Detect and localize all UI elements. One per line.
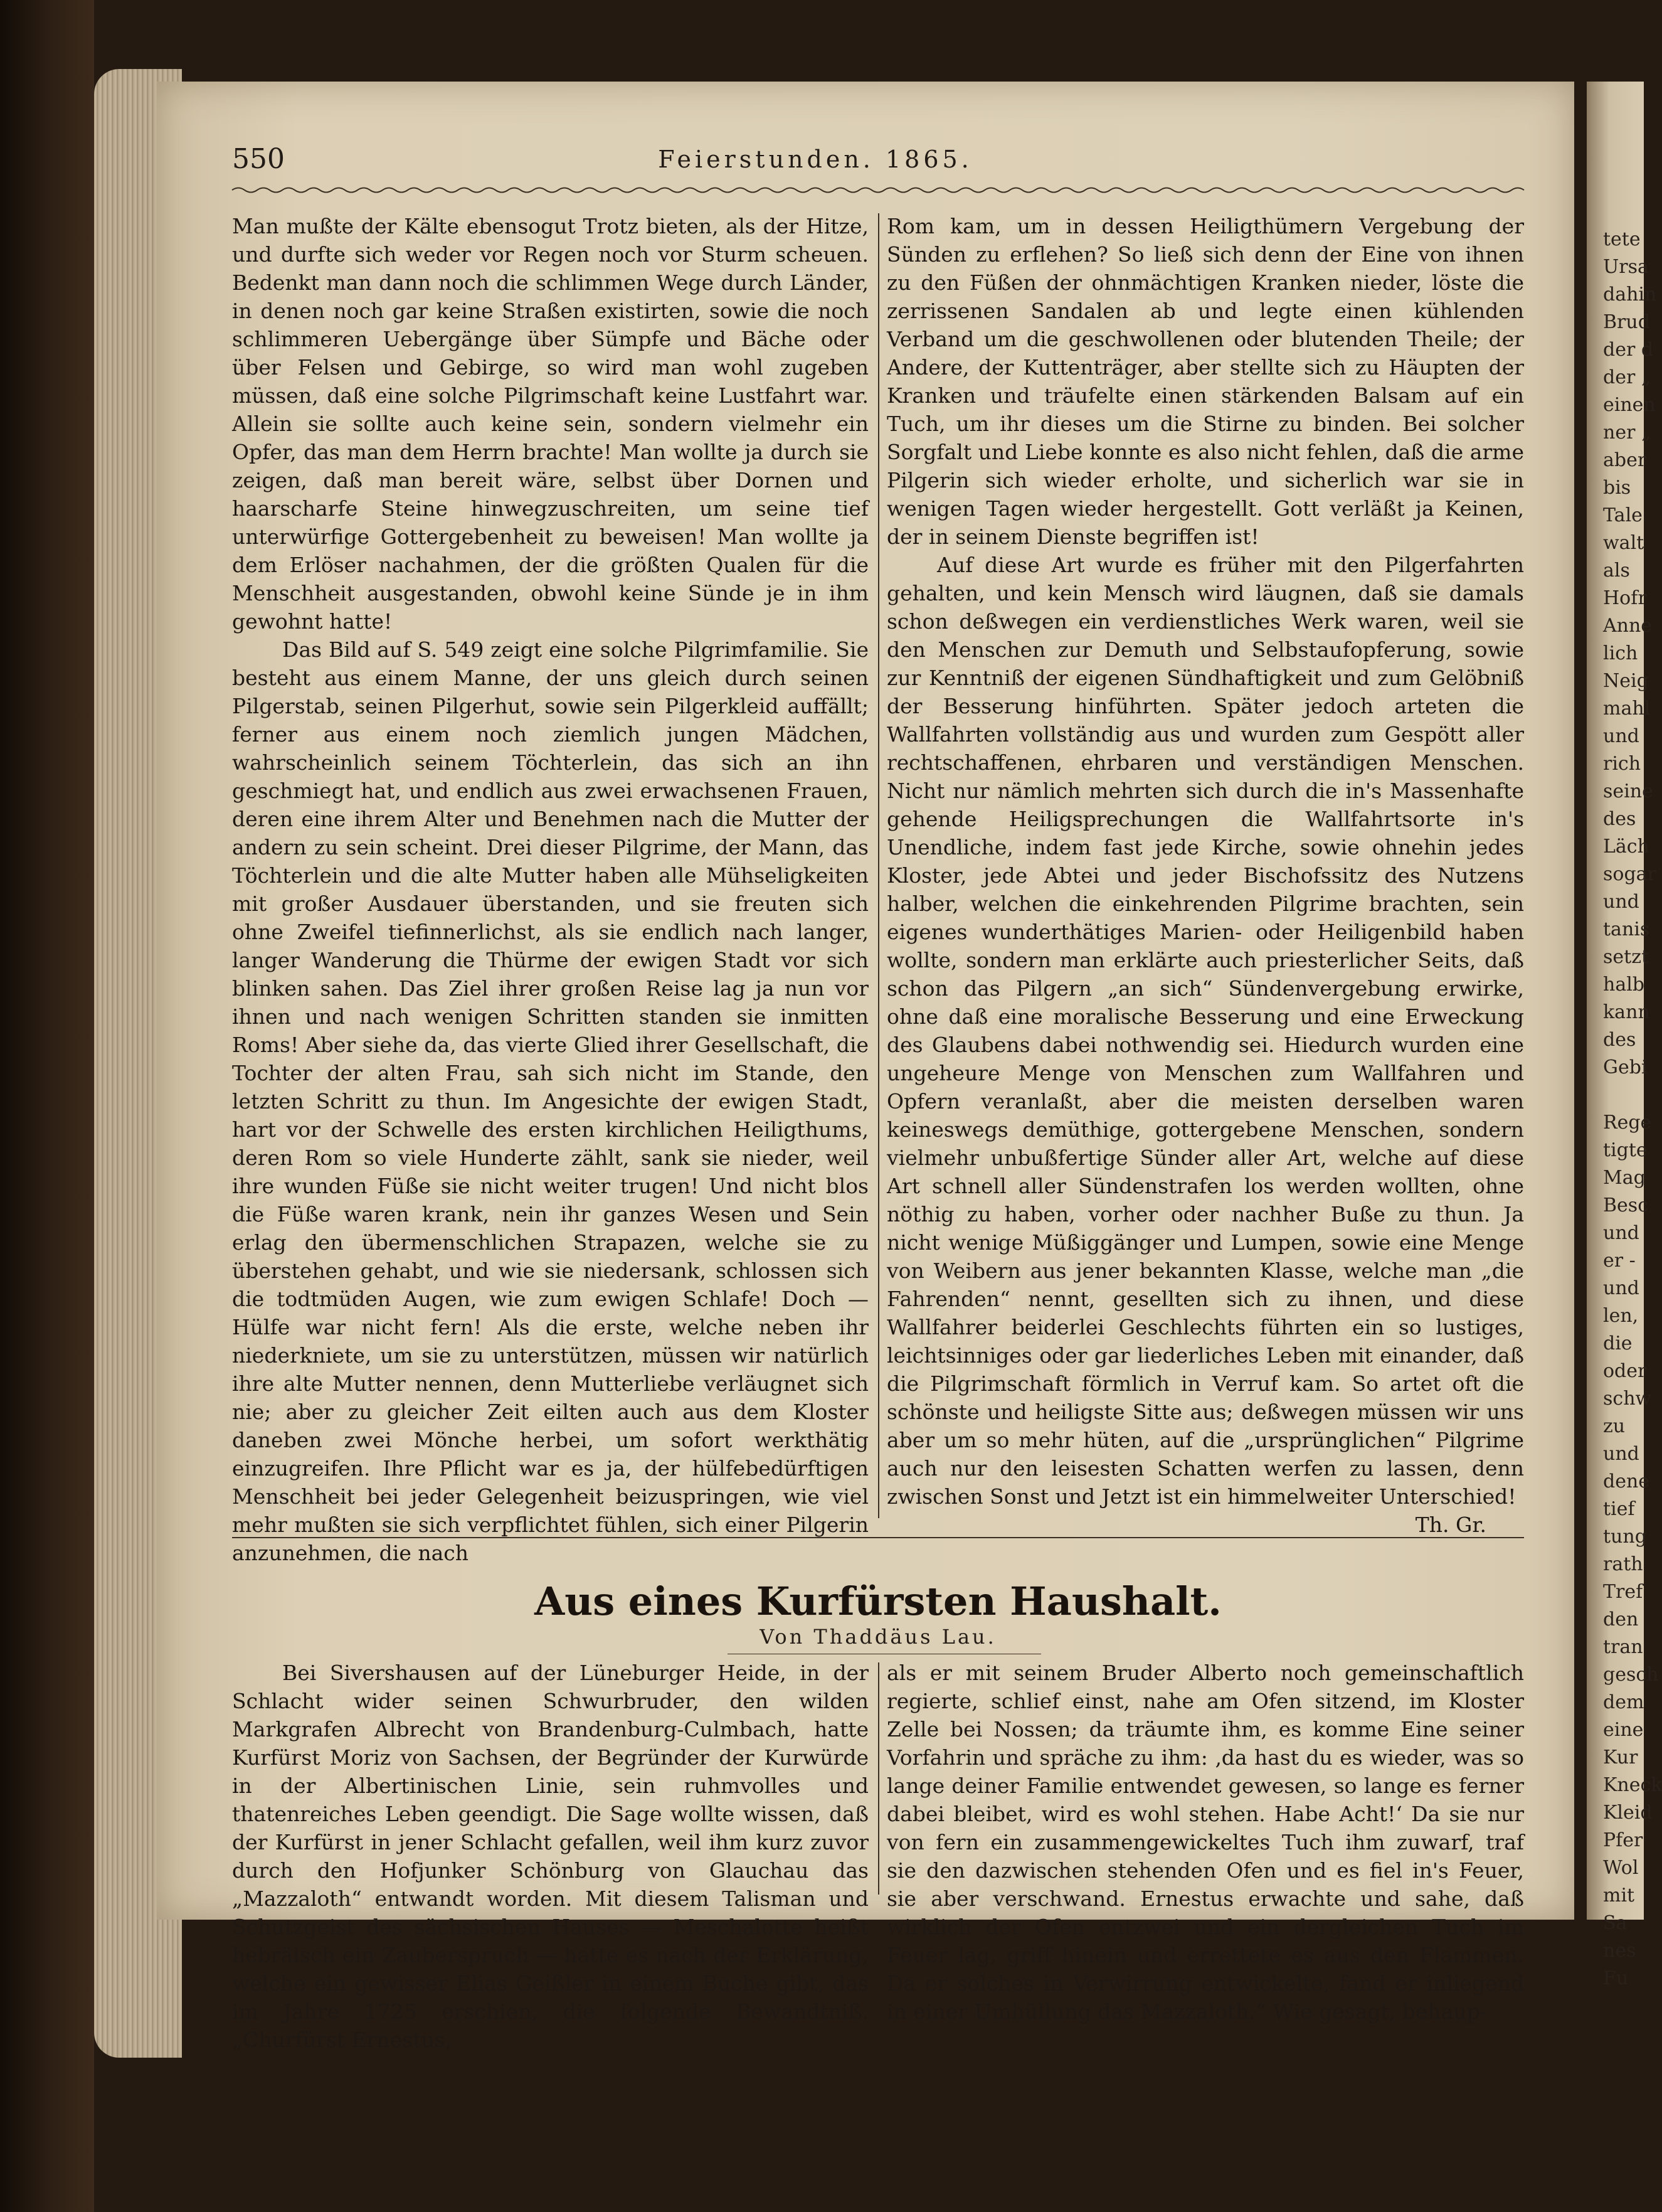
facing-page-fragment: Anne bbox=[1603, 615, 1653, 637]
facing-page-fragment: und bbox=[1603, 725, 1639, 747]
facing-page-fragment: tigte bbox=[1603, 1139, 1648, 1161]
facing-page-fragment: des bbox=[1603, 1029, 1636, 1051]
facing-page-fragment: kann bbox=[1603, 1001, 1650, 1023]
facing-page-fragment: gesch bbox=[1603, 1664, 1659, 1686]
facing-page-fragment: mahl bbox=[1603, 698, 1651, 720]
facing-page-fragment: und bbox=[1603, 1222, 1639, 1244]
facing-page-fragment: Brud bbox=[1603, 311, 1650, 333]
paragraph: Man mußte der Kälte ebensogut Trotz bieten, als der Hitze, und durfte sich weder vor Regen noch vor Sturm scheuen. Bedenkt man dann noch die schlimmen Wege durch Länder, in denen noch gar keine Straßen existirten, sowie die noch schlimmeren Uebergänge über Sümpfe und Bäche oder über Felsen und Gebirge, so wird man wohl zugeben müssen, daß eine solche Pilgrimschaft keine Lustfahrt war. Allein sie sollte auch keine sein, sondern vielmehr ein Opfer, das man dem Herrn brachte! Man wollte ja durch sie zeigen, daß man bereit wäre, selbst über Dornen und haarscharfe Steine hinwegzuschreiten, um seine tief unterwürfige Gottergebenheit zu beweisen! Man wollte ja dem Erlöser nachahmen, der die größten Qualen für die Menschheit ausgestanden, obwohl keine Sünde je in ihm gewohnt hatte! bbox=[232, 214, 869, 634]
facing-page-fragment: der d bbox=[1603, 339, 1654, 361]
upper-right-column bbox=[887, 212, 1524, 1537]
header-wavy-rule bbox=[232, 186, 1524, 194]
running-head: Feierstunden. 1865. bbox=[658, 146, 973, 173]
facing-page-fragment: Rege bbox=[1603, 1112, 1652, 1134]
book-spine-shadow bbox=[0, 0, 94, 2212]
facing-page-fragment: die bbox=[1603, 1332, 1633, 1354]
facing-page-fragment: tran bbox=[1603, 1636, 1643, 1658]
facing-page-fragment: rath bbox=[1603, 1553, 1643, 1575]
facing-page-fragment: bis bbox=[1603, 477, 1631, 499]
paragraph: als er mit seinem Bruder Alberto noch gemeinschaftlich regierte, schlief einst, nahe am Ofen sitzend, im Kloster Zelle bei Nossen; da träumte ihm, es komme Eine seiner Vorfahrin und spräche zu ihm: ‚da hast du es wieder, was so lange deiner Familie entwendet gewesen, so lange es ferner dabei bleibet, wird es wohl stehen. Habe Acht!‘ Da sie nur von fern ein zusammengewickeltes Tuch ihm zuwarf, traf sie den dazwischen stehenden Ofen und es fiel in's Feuer, sie aber verschwand. Ernestus erwachte und sahe, daß wirklich der Ofen entzwei und ein dergleichen Tuch im Feuer lag, griff hinein und errettete es aus den Flammen. Da er solches in Verwirrung entwickelte, fand er inliegend in einer Umhüllung das Mazzaloth.“ Wie gesagt, behaup- bbox=[887, 1661, 1524, 2024]
paragraph: Bei Sivershausen auf der Lüneburger Heide, in der Schlacht wider seinen Schwurbruder, den wilden Markgrafen Albrecht von Brandenburg-Culmbach, hatte Kurfürst Moriz von Sachsen, der Begründer der Kurwürde in der Albertinischen Linie, sein ruhmvolles und thatenreiches Leben geendigt. Die Sage wollte wissen, daß der Kurfürst in jener Schlacht gefallen, weil ihm kurz zuvor durch den Hofjunker Schönburg von Glauchau das „Mazzaloth“ entwandt worden. Mit diesem Talisman und Schutzgeist des sächsischen Hauses — Meschalotte heißt hebräisch ein Zauberspruch — hatte es nach der Erklärung, welche ein gewisser Elias Geißler in einem Buche gibt, das im Jahre 1725 erschien, die folgende Bewandtniß. „Churfürst Ernestus, bbox=[232, 1661, 869, 2052]
column-divider bbox=[878, 1662, 879, 1895]
facing-page-fragment: Tref bbox=[1603, 1581, 1643, 1603]
facing-page-fragment: seine bbox=[1603, 780, 1653, 802]
facing-page-fragment: tete bbox=[1603, 228, 1641, 250]
facing-page-fragment: lich bbox=[1603, 642, 1638, 664]
facing-page-fragment: Neig bbox=[1603, 670, 1649, 692]
facing-page-fragment: tanis bbox=[1603, 918, 1650, 940]
facing-page-fragment: einen bbox=[1603, 394, 1656, 416]
facing-page-fragment: Besc bbox=[1603, 1194, 1648, 1216]
facing-page-fragment: setzt bbox=[1603, 946, 1649, 968]
section-rule bbox=[232, 1537, 1524, 1538]
facing-page-fragment: walt bbox=[1603, 532, 1644, 554]
facing-page-fragment: oder bbox=[1603, 1360, 1647, 1382]
facing-page-fragment: der „ bbox=[1603, 366, 1651, 388]
facing-page-fragment: den bbox=[1603, 1608, 1639, 1630]
facing-page-fragment: len, bbox=[1603, 1305, 1639, 1327]
article-left-column bbox=[232, 1659, 869, 2052]
facing-page-fragment: Hofr bbox=[1603, 587, 1647, 609]
facing-page-fragment: ner „ bbox=[1603, 422, 1651, 444]
facing-page-edge bbox=[1587, 82, 1662, 1989]
facing-page-fragment: Ursa bbox=[1603, 256, 1649, 278]
column-divider bbox=[878, 213, 879, 1518]
page-number: 550 bbox=[232, 143, 285, 175]
upper-left-column bbox=[232, 212, 869, 1565]
paragraph: Das Bild auf S. 549 zeigt eine solche Pilgrimfamilie. Sie besteht aus einem Manne, der uns gleich durch seinen Pilgerstab, seinen Pilgerhut, sowie sein Pilgerkleid auffällt; ferner aus einem noch ziemlich jungen Mädchen, wahrscheinlich seinem Töchterlein, das sich an ihn geschmiegt hat, und endlich aus zwei erwachsenen Frauen, deren eine ihrem Alter und Benehmen nach die Mutter der andern zu sein scheint. Drei dieser Pilgrime, der Mann, das Töchterlein und die alte Mutter haben alle Mühseligkeiten mit großer Ausdauer überstanden, und sie freuten sich ohne Zweifel tiefinnerlichst, als sie endlich nach langer, langer Wanderung die Thürme der ewigen Stadt vor sich blinken sahen. Das Ziel ihrer großen Reise lag ja nun vor ihnen und nach wenigen Schritten standen sie inmitten Roms! Aber siehe da, das vierte Glied ihrer Gesellschaft, die Tochter der alten Frau, sah sich nicht im Stande, den letzten Schritt zu thun. Im Angesichte der ewigen Stadt, hart vor der Schwelle des ersten kirchlichen Heiligthums, deren Rom so viele Hunderte zählt, sank sie nieder, weil ihre wunden Füße sie nicht weiter trugen! Und nicht blos die Füße waren krank, nein ihr ganzes Wesen und Sein erlag den übermenschlichen Strapazen, welche sie zu überstehen gehabt, und wie sie niedersank, schlossen sich die todtmüden Augen, wie zum ewigen Schlafe! Doch — Hülfe war nicht fern! Als die erste, welche neben ihr niederkniete, um sie zu unterstützen, müssen wir natürlich ihre alte Mutter nennen, denn Mutterliebe verläugnet sich nie; aber zu gleicher Zeit eilten auch aus dem Kloster daneben zwei Mönche herbei, um sofort werkthätig einzugreifen. Ihre Pflicht war es ja, der hülfebedürftigen Menschheit bei jeder Gelegenheit beizuspringen, wie viel mehr mußten sie sich verpflichtet fühlen, sich einer Pilgerin anzunehmen, die nach bbox=[232, 637, 869, 1565]
facing-page-fragment: Kleid bbox=[1603, 1802, 1653, 1824]
facing-page-fragment: des bbox=[1603, 808, 1636, 830]
facing-page-fragment: halb bbox=[1603, 974, 1645, 996]
facing-page-fragment: Fu bbox=[1603, 1967, 1629, 1989]
facing-page-fragment: nes bbox=[1603, 1940, 1636, 1962]
facing-page-fragment: Wol bbox=[1603, 1857, 1639, 1879]
facing-page-fragment: mit bbox=[1603, 1885, 1635, 1906]
facing-page-fragment: Kneck bbox=[1603, 1774, 1662, 1796]
facing-page-fragment: Gebi bbox=[1603, 1056, 1648, 1078]
facing-page-fragment: dem bbox=[1603, 1691, 1644, 1713]
article-right-column bbox=[887, 1659, 1524, 2024]
facing-page-fragment: er - bbox=[1603, 1250, 1636, 1272]
page-header bbox=[232, 143, 1399, 181]
facing-page-fragment: und bbox=[1603, 891, 1639, 913]
facing-page-fragment: Kur bbox=[1603, 1747, 1638, 1768]
facing-page-fragment: und bbox=[1603, 1277, 1639, 1299]
paragraph: Auf diese Art wurde es früher mit den Pilgerfahrten gehalten, und kein Mensch wird läugnen, daß sie damals schon deßwegen ein verdienstliches Werk waren, weil sie den Menschen zur Demuth und Selbstaufopferung, sowie zur Kenntniß der eigenen Sündhaftigkeit und zum Gelöbniß der Besserung hinführten. Später jedoch arteten die Wallfahrten vollständig aus und wurden zum Gespött aller rechtschaffenen, ehrbaren und verständigen Menschen. Nicht nur nämlich mehrten sich durch die in's Massenhafte gehende Heiligsprechungen die Wallfahrtsorte in's Unendliche, indem fast jede Kirche, sowie ohnehin jedes Kloster, jede Abtei und jeder Bischofssitz des Nutzens halber, welchen die einkehrenden Pilgrime brachten, sein eigenes wunderthätiges Marien- oder Heiligenbild haben wollte, sondern man erklärte auch priesterlicher Seits, daß schon das Pilgern „an sich“ Sündenvergebung erwirke, ohne daß eine moralische Besserung und eine Erweckung des Glaubens dabei nothwendig sei. Hiedurch wurden eine ungeheure Menge von Menschen zum Wallfahren und Opfern veranlaßt, aber die meisten derselben waren keineswegs demüthige, gottergebene Menschen, sondern vielmehr unbußfertige Sünder aller Art, welche auf diese Art schnell aller Sündenstrafen los werden wollten, ohne nöthig zu haben, vorher oder nachher Buße zu thun. Ja nicht wenige Müßiggänger und Lumpen, sowie eine Menge von Weibern aus jener bekannten Klasse, welche man „die Fahrenden“ nennt, gesellten sich zu ihnen, und diese Wallfahrer beiderlei Geschlechts führten ein so lustiges, leichtsinniges oder gar liederliches Leben mit einander, daß die Pilgrimschaft förmlich in Verruf kam. So artet oft die schönste und heiligste Sitte aus; deßwegen müssen wir uns aber um so mehr hüten, auf die „ursprünglichen“ Pilgrime auch nur den leisesten Schatten werfen zu lassen, denn zwischen Sonst und Jetzt ist ein himmelweiter Unterschied! bbox=[887, 553, 1524, 1509]
facing-page-fragment: eine bbox=[1603, 1719, 1644, 1741]
facing-page-fragment: rich bbox=[1603, 753, 1641, 775]
facing-page-fragment: Läch bbox=[1603, 836, 1649, 858]
facing-page-fragment: Mag bbox=[1603, 1167, 1646, 1189]
facing-page-fragment: schw bbox=[1603, 1388, 1652, 1410]
facing-page-fragment: aber bbox=[1603, 449, 1647, 471]
article-title: Aus eines Kurfürsten Haushalt. bbox=[534, 1578, 1222, 1624]
facing-page-fragment: Pfer bbox=[1603, 1829, 1643, 1851]
paragraph: Rom kam, um in dessen Heiligthümern Vergebung der Sünden zu erflehen? So ließ sich denn der Eine von ihnen zu den Füßen der ohnmächtigen Kranken nieder, löste die zerrissenen Sandalen ab und legte einen kühlenden Verband um die geschwollenen oder blutenden Theile; der Andere, der Kuttenträger, aber stellte sich zu Häupten der Kranken und träufelte einen stärkenden Balsam auf ein Tuch, um ihr dieses um die Stirne zu binden. Bei solcher Sorgfalt und Liebe konnte es also nicht fehlen, daß die arme Pilgerin sich wieder erholte, und sicherlich war sie in wenigen Tagen wieder hergestellt. Gott verläßt ja Keinen, der in seinem Dienste begriffen ist! bbox=[887, 214, 1524, 549]
facing-page-fragment: tief bbox=[1603, 1498, 1635, 1520]
facing-page-fragment: als bbox=[1603, 560, 1630, 582]
facing-page-fragment: und bbox=[1603, 1443, 1639, 1465]
facing-page-fragment: dahin bbox=[1603, 284, 1657, 306]
facing-page-fragment: dene bbox=[1603, 1470, 1650, 1492]
facing-page-fragment: tung bbox=[1603, 1526, 1647, 1548]
facing-page-fragment: Sa bbox=[1603, 1912, 1628, 1934]
facing-page-fragment: sogar bbox=[1603, 863, 1656, 885]
article-byline: Von Thaddäus Lau. bbox=[760, 1625, 997, 1649]
author-signature: Th. Gr. bbox=[1415, 1513, 1486, 1537]
facing-page-fragment: Tale bbox=[1603, 504, 1643, 526]
facing-page-fragment: zu bbox=[1603, 1415, 1626, 1437]
